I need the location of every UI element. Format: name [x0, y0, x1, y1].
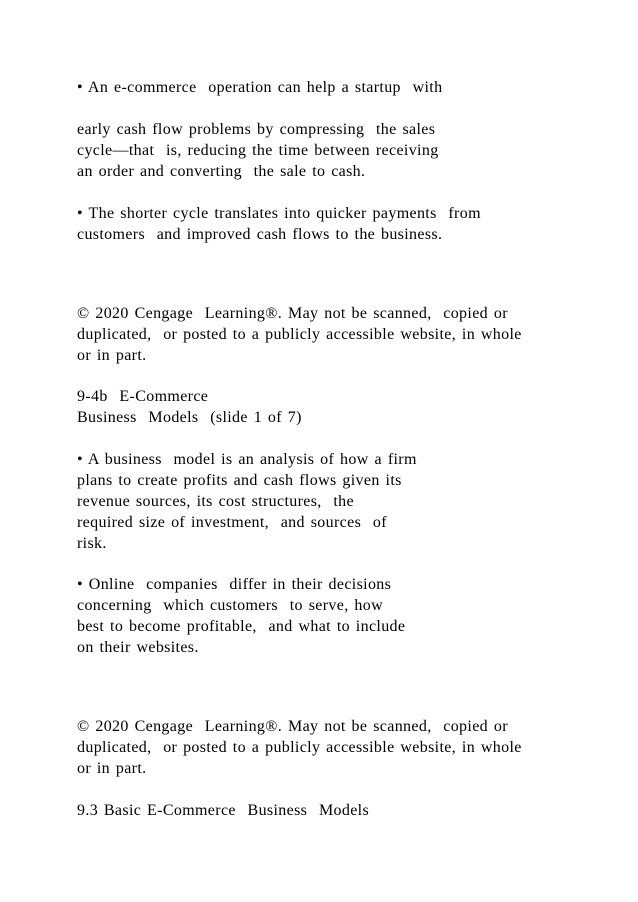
copyright-notice-line: or in part.	[77, 760, 147, 777]
paragraph-line: revenue sources, its cost structures, the	[77, 493, 354, 510]
paragraph-line: • Online companies differ in their decisions	[77, 576, 392, 593]
paragraph-line: • An e-commerce operation can help a startup with	[77, 79, 443, 96]
section-heading: 9.3 Basic E-Commerce Business Models	[77, 802, 370, 819]
paragraph-line: concerning which customers to serve, how	[77, 597, 384, 614]
paragraph-line: • The shorter cycle translates into quicker payments from	[77, 205, 481, 222]
copyright-notice-line: © 2020 Cengage Learning®. May not be scanned, copied or	[77, 305, 508, 322]
copyright-notice-line: © 2020 Cengage Learning®. May not be scanned, copied or	[77, 718, 508, 735]
paragraph-line: early cash flow problems by compressing the sales	[77, 121, 436, 138]
paragraph-line: • A business model is an analysis of how a firm	[77, 451, 417, 468]
paragraph-line: best to become profitable, and what to include	[77, 618, 406, 635]
paragraph-line: risk.	[77, 535, 107, 552]
paragraph-line: on their websites.	[77, 639, 199, 656]
paragraph-line: customers and improved cash flows to the business.	[77, 226, 443, 243]
paragraph-line: an order and converting the sale to cash.	[77, 163, 366, 180]
copyright-notice-line: duplicated, or posted to a publicly accessible website, in whole	[77, 326, 522, 343]
paragraph-line: cycle—that is, reducing the time between receiving	[77, 142, 439, 159]
copyright-notice-line: duplicated, or posted to a publicly accessible website, in whole	[77, 739, 522, 756]
copyright-notice-line: or in part.	[77, 347, 147, 364]
section-heading: Business Models (slide 1 of 7)	[77, 409, 302, 426]
section-heading: 9-4b E-Commerce	[77, 388, 209, 405]
paragraph-line: required size of investment, and sources of	[77, 514, 387, 531]
paragraph-line: plans to create profits and cash flows given its	[77, 472, 402, 489]
